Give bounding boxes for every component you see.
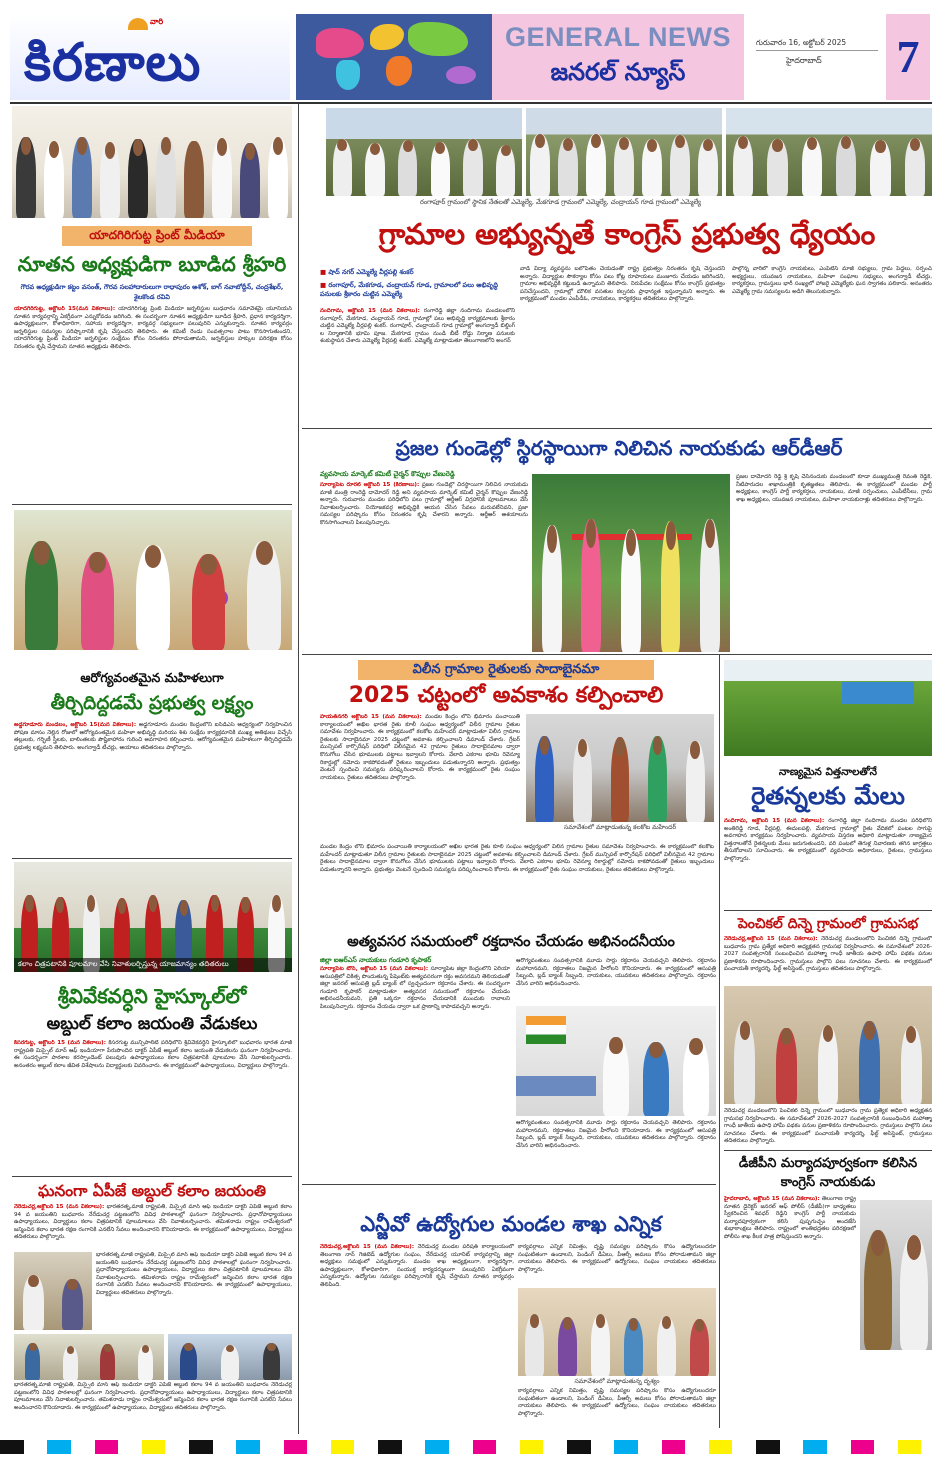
lead-dateline: నందిగామ, అక్టోబర్ 15 (మన వికలాలు):: [320, 308, 420, 314]
farmers-column-2: [320, 844, 714, 928]
world-map-banner: [296, 14, 492, 100]
lead-column-3: [732, 266, 932, 424]
rdr-col2-text: ప్రజల దామోదర్ రెడ్డి శ్రీ కృషి చేసినందుకు మండలంలో కూడా ముఖ్యమంత్రి రేవంత్ రెడ్డికి, నీటిపారుదల శాఖామంత్రికి కృతజ్ఞతలు తెలిపారు. ఈ కార్యక్రమంలో మండల పార్టీ అధ్యక్షులు, కాంగ్రెస్ పార్టీ కార్యకర్తలు, నాయకులు, మాజీ సర్పంచులు, ఎంపీటీసీలు, గ్రామ శాఖ అధ్యక్షులు, యువజన నాయకులు, మహిళా నాయకురాళ్లు తదితరులు పాల్గొన్నారు.: [736, 474, 932, 503]
seeds-kicker: నాణ్యమైన విత్తనాలతోనే: [778, 766, 878, 778]
seeds-headline[interactable]: రైతన్నలకు మేలు: [751, 782, 905, 810]
photo-rdr-tribute: [532, 474, 730, 652]
left4-body-side: [96, 1252, 292, 1330]
photo-rangapur-mla: [326, 108, 522, 196]
left4-body-side-text: భారతరత్న,మాజీ రాష్ట్రపతి, మిస్సైల్ మాన్ ఆఫ్ ఇండియా డాక్టర్ ఏపీజే అబ్దుల్ కలాం 94 వ జయంతిని బుధవారం నేరేడుచర్ల పట్టణంలోని వివిధ పాఠశాలల్లో ఘనంగా నిర్వహించారు. ప్రధానోపాధ్యాయులు ఉపాధ్యాయులు, విద్యార్థులు కలాం చిత్రపటానికి పూలమాలలు వేసి నివాళులర్పించారు. తమిళనాడు రాష్ట్రం రామేశ్వరంలో జన్మించిన కలాం భారత రక్షణ రంగానికి ఎనలేని సేవలు అందించారని కొనియాడారు. ఈ కార్యక్రమంలో ఉపాధ్యాయులు, విద్యార్థులు తదితరులు పాల్గొన్నారు.: [96, 1252, 292, 1296]
masthead-logo-box: [10, 14, 290, 100]
gramasabha-headline[interactable]: పెంచికల్ దిన్నె గ్రామంలో గ్రామసభ: [737, 916, 919, 932]
logo-title[interactable]: కిరణాలు: [24, 33, 202, 93]
left2-dateline: అడ్డగూడూరు మండలం, అక్టోబర్ 15(మన వికలాలు):: [14, 722, 137, 728]
gramasabha-column-2: [724, 1108, 932, 1148]
lead-bullet-2: [320, 281, 515, 299]
blood-column-2: [516, 958, 716, 1004]
issue-city: హైదరాబాద్: [786, 56, 822, 65]
print-color-registration-bar: [0, 1440, 945, 1454]
rdr-subheadline: వ్యవసాయ మార్కెట్ కమిటీ చైర్మన్ కొప్పుల వేణురెడ్డి: [320, 470, 455, 478]
top-photos-caption: రంగాపూర్ గ్రామంలో స్థానిక నేతలతో ఎమ్మెల్యే, మేకగూడ గ్రామంలో ఎమ్మెల్యే, చంద్రాయన్ గూడ గ్రామంలో ఎమ్మెల్యే: [420, 198, 702, 206]
farmers-photo-caption: సమావేశంలో మాట్లాడుతున్న కలకోట మహేందర్: [563, 824, 677, 831]
left3-headline-2[interactable]: అబ్దుల్ కలాం జయంతి వేడుకలు: [46, 1014, 258, 1034]
ngo-column-2: [518, 1244, 716, 1284]
dgp-body-text: తెలంగాణ రాష్ట్ర నూతన డైరెక్టర్ జనరల్ ఆఫ్ పోలీస్ (డీజీపీ)గా బాధ్యతలు స్వీకరించిన శివధర్ రెడ్డిని కాంగ్రెస్ పార్టీ నాయకుడు మర్యాదపూర్వకంగా కలిసి పుష్పగుచ్ఛం అందజేసి శుభాకాంక్షలు తెలిపారు. రాష్ట్రంలో శాంతిభద్రతల పరిరక్షణలో పోలీసు శాఖ కీలక పాత్ర పోషిస్తుందని అన్నారు.: [724, 1196, 856, 1240]
left4-dateline: నేరేడుచర్ల,అక్టోబర్ 15 (మన వికలాలు):: [14, 1204, 105, 1210]
left4-body-bottom-text: భారతరత్న,మాజీ రాష్ట్రపతి, మిస్సైల్ మాన్ ఆఫ్ ఇండియా డాక్టర్ ఏపీజే అబ్దుల్ కలాం 94 వ జయంతిని బుధవారం నేరేడుచర్ల పట్టణంలోని వివిధ పాఠశాలల్లో ఘనంగా నిర్వహించారు. ప్రధానోపాధ్యాయులు ఉపాధ్యాయులు, విద్యార్థులు కలాం చిత్రపటానికి పూలమాలలు వేసి నివాళులర్పించారు. తమిళనాడు రాష్ట్రం రామేశ్వరంలో జన్మించిన కలాం భారత రక్షణ రంగానికి ఎనలేని సేవలు అందించారని కొనియాడారు. ఈ కార్యక్రమంలో ఉపాధ్యాయులు, విద్యార్థులు తదితరులు పాల్గొన్నారు.: [14, 1382, 292, 1411]
lead-headline[interactable]: గ్రామాల అభ్యున్నతే కాంగ్రెస్ ప్రభుత్వ ధ్యేయం: [378, 217, 876, 251]
lead-col2-text: వాడీ విద్యా వ్యవస్థను బలోపేతం చేయడంతో రాష్ట్ర ప్రభుత్వం నిరంతరం కృషి చేస్తుందని అన్నారు. విద్యార్థుల సౌకర్యాల కోసం పలు కోట్ల రూపాయలు మంజూరు చేయడం జరిగిందని, గ్రామాల అభివృద్ధికి కట్టుబడి ఉన్నామని తెలిపారు. నిరుపేదల సంక్షేమం కోసం కాంగ్రెస్ ప్రభుత్వం పనిచేస్తుందని, గ్రామాల్లో మౌలిక వసతుల కల్పనకు ప్రాధాన్యత ఇస్తున్నామని అన్నారు. ఈ కార్యక్రమంలో మండల ఎంపీడీఓ, నాయకులు, కార్యకర్తలు తదితరులు పాల్గొన్నారు.: [520, 266, 725, 303]
left1-body: [14, 306, 292, 500]
farmers-body-text: మండల కేంద్రం లోని భీమారం పంచాయితీ కార్యాలయంలో అఖిల భారత రైతు కూలీ సంఘం ఆధ్వర్యంలో విలీన గ్రామాల రైతుల సమావేశం నిర్వహించారు. ఈ కార్యక్రమంలో కలకోట మహేందర్ మాట్లాడుతూ విలీన గ్రామాల రైతులకు సాదాబైనమా 2025 చట్టంలో అవకాశం కల్పించాలని డిమాండ్ చేశారు. గ్రేటర్ మున్సిపల్ కార్పొరేషన్ పరిధిలో విలీనమైన 42 గ్రామాల రైతులు సాదాబైనమాల ద్వారా కొనుగోలు చేసిన భూములకు పట్టాలు ఇవ్వాలని కోరారు. వేలాది ఎకరాల భూమి రెవెన్యూ రికార్డుల్లో నమోదు కాకపోవడంతో రైతులు ఇబ్బందులు పడుతున్నారని అన్నారు. ప్రభుత్వం వెంటనే స్పందించి సమస్యను పరిష్కరించాలని కోరారు. ఈ కార్యక్రమంలో రైతు సంఘం నాయకులు, రైతులు తదితరులు పాల్గొన్నారు.: [320, 714, 520, 781]
photo-gramasabha: [724, 986, 932, 1104]
photo-kalam-school: [14, 862, 292, 972]
rdr-headline[interactable]: ప్రజల గుండెల్లో స్థిరస్థాయిగా నిలిచిన నాయకుడు ఆర్‌డీఆర్: [395, 436, 843, 460]
ngo-column-1: [320, 1244, 514, 1430]
photo-kalam-students: [14, 1334, 164, 1380]
left2-body: [14, 722, 292, 854]
left4-headline[interactable]: ఘనంగా ఏపీజే అబ్దుల్ కలాం జయంతి: [38, 1182, 266, 1200]
ngo-dateline: నేరేడుచర్ల,అక్టోబర్ 15 (మన వికలాలు):: [320, 1244, 415, 1250]
photo-dgp-meeting: [860, 1200, 932, 1350]
photo-farmers-meeting: [526, 714, 714, 822]
farmers-dateline: హయత్‌నగర్ అక్టోబర్ 15 (మన వికలాలు):: [320, 714, 422, 720]
seeds-body-text: రంగారెడ్డి జిల్లా నందిగామ మండల పరిధిలోని అంతిరెడ్డి గూడ, వీర్లపల్లి, ఈదులపల్లి, మేకగూడ గ్రామాల్లో రైతు వేదికలో పంటల సాగుపై అవగాహన కార్యక్రమం నిర్వహించారు. వ్యవసాయ విస్తరణ అధికారి మాట్లాడుతూ నాణ్యమైన విత్తనాలతోనే రైతన్నలకు మేలు జరుగుతుందని, వరి పంటలో తెగుళ్ల నివారణకు తగిన జాగ్రత్తలు తీసుకోవాలని సూచించారు. ఈ కార్యక్రమంలో వ్యవసాయ అధికారులు, రైతులు, గ్రామస్తులు పాల్గొన్నారు.: [724, 818, 932, 862]
left2-headline[interactable]: తీర్చిదిద్దడమే ప్రభుత్వ లక్ష్యం: [50, 693, 254, 714]
left1-body-text: యాదగిరిగుట్ట ప్రింట్ మీడియా జర్నలిస్టుల బుధవారం సమావేశమై యూనియన్ నూతన కార్యవర్గాన్ని ఏకగ్రీవంగా ఎన్నుకోవడం జరిగింది. ఈ సందర్భంగా నూతన అధ్యక్షుడిగా బూడిద శ్రీహరి, ప్రధాన కార్యదర్శిగా, ఉపాధ్యక్షులుగా, కోశాధికారిగా, సహాయ కార్యదర్శిగా, కార్యవర్గ సభ్యులుగా పలువురిని ఎన్నుకున్నారు. నూతన కార్యవర్గం జర్నలిస్టుల సమస్యల పరిష్కారానికి కృషి చేస్తుందని తెలిపారు. ఈ కమిటీ రెండు సంవత్సరాల పాటు కొనసాగుతుందని, యాదగిరిగుట్ట ప్రింట్ మీడియా జర్నలిస్టుల సంక్షేమం కోసం నిరంతరం పోరాడుతామని, జర్నలిస్టుల హక్కుల పరిరక్షణ కోసం నిరంతరం కృషి చేస్తామని నూతన అధ్యక్షుడు తెలిపారు.: [14, 306, 292, 350]
flag-banner: [526, 1016, 566, 1044]
farmers-column-1: [320, 714, 520, 844]
logo-small-text: వారి: [150, 17, 164, 26]
left3-body: [14, 1040, 292, 1172]
kalam-photo-caption: కలాం చిత్రపటానికి పూలమాల వేసి నివాళులర్పిస్తున్న యాజమాన్యం తదితరులు: [14, 958, 292, 972]
left2-body-text: అడ్డగూడూరు మండల కేంద్రంలోని ఐసీడీఎస్ ఆధ్వర్యంలో నిర్వహించిన పోషణ మాసం నెల్లిన రోజులో ఆరోగ్యవంతమైన మహిళా అభివృద్ధి మరియు శిశు సంక్షేమ కార్యక్రమానికి ముఖ్య అతిథులు విచ్చేసి తల్లులకు, గర్భిణీ స్త్రీలకు, బాలింతలకు పౌష్టికాహారం గురించి అవగాహన కల్పించారు. ఆరోగ్యవంతమైన మహిళలుగా తీర్చిదిద్దడమే ప్రభుత్వ లక్ష్యమని తెలిపారు. అంగన్వాడీ టీచర్లు, ఆయాలు తదితరులు పాల్గొన్నారు.: [14, 722, 292, 751]
photo-paddy-field: [724, 660, 932, 756]
continent-shape: [336, 60, 360, 90]
farmers-headline[interactable]: 2025 చట్టంలో అవకాశం కల్పించాలి: [348, 683, 664, 708]
blood-column-1: [320, 966, 510, 1176]
dgp-dateline: హైదరాబాద్, అక్టోబర్ 15 (మన వికలాలు):: [724, 1196, 820, 1202]
ngo-column-3: [518, 1388, 716, 1428]
dgp-column: [724, 1196, 856, 1426]
banner-telugu-title: జనరల్ న్యూస్: [550, 58, 686, 86]
lead-col1-text: రంగారెడ్డి జిల్లా నందిగామ మండలంలోని రంగాపూర్, మేకగూడ, చంద్రాయన్ గూడ, గ్రామాల్లో పలు అభివృద్ధి కార్యక్రమాలకు శ్రీకారం చుట్టిన ఎమ్మెల్యే వీర్లపల్లి శంకర్. రంగాపూర్, చంద్రాయన్ గూడ గ్రామాల్లో అంగన్వాడీ బిల్డింగ్ ల నిర్మాణానికి భూమి పూజ. మేకగూడ గ్రామం నుండి బీటీ రోడ్డు నిర్మాణ పనులకు శంకుస్థాపన చేశారు ఎమ్మెల్యే వీర్లపల్లి శంకర్. ఎమ్మెల్యే మాట్లాడుతూ తెలంగాణలోని అంగన్: [320, 308, 515, 345]
blood-col2-text: ఆరోగ్యవంతులు సంవత్సరానికి మూడు సార్లు రక్తదానం చేయవచ్చని తెలిపారు. రక్తదానం మహాదానమని, రక్తదాతలు నిజమైన హీరోలని కొనియాడారు. ఈ కార్యక్రమంలో ఆసుపత్రి సిబ్బంది, బ్లడ్ బ్యాంక్ సిబ్బంది, నాయకులు, యువకులు తదితరులు పాల్గొన్నారు. రక్తదానం చేసిన వారిని అభినందించారు.: [516, 958, 716, 987]
sun-logo-icon: [128, 18, 148, 30]
rdr-column-1: [320, 482, 528, 650]
photo-mekaguda-mla: [526, 108, 722, 196]
gramasabha-dateline: నేరేడుచర్ల,అక్టోబర్ 15 (మన వికలాలు):: [724, 936, 818, 942]
issue-date: గురువారం 16, అక్టోబర్ 2025: [756, 38, 847, 47]
lead-bullet-2-text: రంగాపూర్, మేకగూడ, చంద్రాయన్ గూడ, గ్రామాలలో పలు అభివృద్ధి పనులకు శ్రీకారం చుట్టిన ఎమ్మెల్యే: [320, 281, 499, 298]
ngo-headline[interactable]: ఎన్జీవో ఉద్యోగుల మండల శాఖ ఎన్నిక: [360, 1212, 662, 1236]
left2-kicker: ఆరోగ్యవంతమైన మహిళలుగా: [80, 670, 224, 685]
photo-womens-health-event: [14, 510, 292, 650]
blood-dateline: సూర్యాపేట టౌన్, అక్టోబర్ 15 (మన వికలాలు):: [320, 966, 429, 972]
blood-col3-text: ఆరోగ్యవంతులు సంవత్సరానికి మూడు సార్లు రక్తదానం చేయవచ్చని తెలిపారు. రక్తదానం మహాదానమని, రక్తదాతలు నిజమైన హీరోలని కొనియాడారు. ఈ కార్యక్రమంలో ఆసుపత్రి సిబ్బంది, బ్లడ్ బ్యాంక్ సిబ్బంది, నాయకులు, యువకులు తదితరులు పాల్గొన్నారు. రక్తదానం చేసిన వారిని అభినందించారు.: [516, 1120, 716, 1149]
dgp-headline[interactable]: డీజీపీని మర్యాదపూర్వకంగా కలిసిన కాంగ్రెస్ నాయకుడు: [738, 1156, 918, 1190]
lead-column-2: [520, 266, 725, 424]
photo-chandrayangutta-mla: [726, 108, 932, 196]
rdr-dateline: సూర్యాపేట రూరల్ అక్టోబర్ 15 (కిరణాలు):: [320, 482, 420, 488]
blood-subheadline: జిల్లా ఐఆర్‌ఎస్ నాయకులు గండూరి కృపాకర్: [320, 956, 432, 964]
gramasabha-body-continued: నేరేడుచర్ల మండలంలోని పెంచికల్ దిన్నె గ్రామంలో బుధవారం గ్రామ ప్రత్యేక అధికారి అధ్యక్షతన గ్రామసభ నిర్వహించారు. ఈ సమావేశంలో 2026-2027 సంవత్సరానికి సంబంధించిన మహాత్మా గాంధీ జాతీయ ఉపాధి హామీ పథకం పనుల ప్రణాళికను రూపొందించారు. గ్రామస్తులు పాల్గొని పలు సూచనలు చేశారు. ఈ కార్యక్రమంలో పంచాయతీ కార్యదర్శి, ఫీల్డ్ అసిస్టెంట్, గ్రామస్తులు తదితరులు పాల్గొన్నారు.: [724, 1108, 932, 1145]
rdr-col1-text: ప్రజల గుండెల్లో చిరస్థాయిగా నిలిచిన నాయకుడు మాజీ మంత్రి రాంరెడ్డి దామోదర్ రెడ్డి అని వ్యవసాయ మార్కెట్ కమిటీ చైర్మన్ కొప్పుల వేణురెడ్డి అన్నారు. గురువారం మండల పరిధిలోని పలు గ్రామాల్లో ఆర్డీఆర్ విగ్రహానికి పూలమాలలు వేసి నివాళులర్పించారు. నియోజకవర్గ అభివృద్ధికి ఆయన చేసిన సేవలు మరువలేనివని, ప్రజా సమస్యల పరిష్కారం కోసం నిరంతరం కృషి చేశారని అన్నారు. ఆర్డీఆర్ ఆశయాలను కొనసాగించాలని పిలుపునిచ్చారు.: [320, 482, 528, 526]
left4-body-top: [14, 1204, 292, 1250]
lead-column-1: [320, 308, 515, 424]
blood-headline[interactable]: అత్యవసర సమయంలో రక్తదానం చేయడం అభినందనీయం: [347, 934, 675, 950]
left1-headline[interactable]: నూతన అధ్యక్షుడిగా బూడిద శ్రీహరి: [17, 252, 287, 276]
left4-body-bottom: [14, 1382, 292, 1428]
left3-body-text: కీసరగుట్ట మున్సిపాలిటీ పరిధిలోని శ్రీవివేకవర్ధిని హైస్కూల్‌లో బుధవారం భారత మాజీ రాష్ట్రపతి మిస్సైల్ మాన్ ఆఫ్ ఇండియాగా పేరుపొందిన డాక్టర్ ఏపీజే అబ్దుల్ కలాం జయంతి వేడుకలను ఘనంగా నిర్వహించారు. ఈ సందర్భంగా పాఠశాల కరస్పాండెంట్ పలువురు ఉపాధ్యాయులు కలాం చిత్రపటానికి పూలమాల వేసి నివాళులర్పించారు. అనంతరం అబ్దుల్ కలాం జీవిత విశేషాలను విద్యార్థులకు వివరించారు. ఈ కార్యక్రమంలో ఉపాధ్యాయులు, విద్యార్థులు పాల్గొన్నారు.: [14, 1040, 292, 1069]
photo-blood-donation: [516, 1006, 716, 1116]
photo-kalam-jayanti-nerdeucherla: [14, 1252, 92, 1330]
ngo-photo-caption: సమావేశంలో మాట్లాడుతున్న దృశ్యం: [574, 1378, 660, 1385]
masthead-date-box: [750, 14, 884, 100]
seeds-column: [724, 818, 932, 908]
photo-ngo-meeting: [518, 1288, 716, 1376]
ngo-col1-text: నేరేడుచర్ల మండల పరిషత్ కార్యాలయంలో తెలంగాణ నాన్ గెజిటెడ్ ఉద్యోగుల సంఘం, నేరేడుచర్ల యూనిట్ కార్యవర్గాన్ని జిల్లా అధ్యక్షులు సమక్షంలో ఎన్నుకున్నారు. మండల శాఖ అధ్యక్షులుగా, కార్యదర్శిగా, ఉపాధ్యక్షులుగా, కోశాధికారిగా, సంయుక్త కార్యదర్శులుగా పలువురిని ఏకగ్రీవంగా ఎన్నుకున్నారు. ఉద్యోగుల సమస్యల పరిష్కారానికి కృషి చేస్తామని నూతన కార్యవర్గం తెలిపింది.: [320, 1244, 514, 1288]
gramasabha-body-text: నేరేడుచర్ల మండలంలోని పెంచికల్ దిన్నె గ్రామంలో బుధవారం గ్రామ ప్రత్యేక అధికారి అధ్యక్షతన గ్రామసభ నిర్వహించారు. ఈ సమావేశంలో 2026-2027 సంవత్సరానికి సంబంధించిన మహాత్మా గాంధీ జాతీయ ఉపాధి హామీ పథకం పనుల ప్రణాళికను రూపొందించారు. గ్రామస్తులు పాల్గొని పలు సూచనలు చేశారు. ఈ కార్యక్రమంలో పంచాయతీ కార్యదర్శి, ఫీల్డ్ అసిస్టెంట్, గ్రామస్తులు తదితరులు పాల్గొన్నారు.: [724, 936, 932, 973]
continent-shape: [408, 22, 468, 56]
farmers-body-continued: మండల కేంద్రం లోని భీమారం పంచాయితీ కార్యాలయంలో అఖిల భారత రైతు కూలీ సంఘం ఆధ్వర్యంలో విలీన గ్రామాల రైతుల సమావేశం నిర్వహించారు. ఈ కార్యక్రమంలో కలకోట మహేందర్ మాట్లాడుతూ విలీన గ్రామాల రైతులకు సాదాబైనమా 2025 చట్టంలో అవకాశం కల్పించాలని డిమాండ్ చేశారు. గ్రేటర్ మున్సిపల్ కార్పొరేషన్ పరిధిలో విలీనమైన 42 గ్రామాల రైతులు సాదాబైనమాల ద్వారా కొనుగోలు చేసిన భూములకు పట్టాలు ఇవ్వాలని కోరారు. వేలాది ఎకరాల భూమి రెవెన్యూ రికార్డుల్లో నమోదు కాకపోవడంతో రైతులు ఇబ్బందులు పడుతున్నారని అన్నారు. ప్రభుత్వం వెంటనే స్పందించి సమస్యను పరిష్కరించాలని కోరారు. ఈ కార్యక్రమంలో రైతు సంఘం నాయకులు, రైతులు తదితరులు పాల్గొన్నారు.: [320, 844, 714, 873]
left3-dateline: కీసరగుట్ట, అక్టోబర్ 15 (మన వికలాలు):: [14, 1040, 106, 1046]
ngo-col2-text: కార్యవర్గాలు ఎన్నిక నిమిత్తం, దృష్టి సమస్యల పరిష్కారం కోసం ఉద్యోగులందరూ సంఘటితంగా ఉండాలని, పెండింగ్ డీఏలు, పీఆర్సీ అమలు కోసం పోరాడుతామని జిల్లా నాయకులు తెలిపారు. ఈ కార్యక్రమంలో ఉద్యోగులు, సంఘం నాయకులు తదితరులు పాల్గొన్నారు.: [518, 1244, 716, 1273]
left1-subheadline: గౌరవ అధ్యక్షుడిగా కట్టం వసంత్, గౌరవ సలహాదారులుగా రాధాపురం అశోక్, బాగ్ నవాబోద్దీన్, చంద్రశేఖర్, శైలకొండ రవివి: [20, 283, 284, 301]
ngo-col3-text: కార్యవర్గాలు ఎన్నిక నిమిత్తం, దృష్టి సమస్యల పరిష్కారం కోసం ఉద్యోగులందరూ సంఘటితంగా ఉండాలని, పెండింగ్ డీఏలు, పీఆర్సీ అమలు కోసం పోరాడుతామని జిల్లా నాయకులు తెలిపారు. ఈ కార్యక్రమంలో ఉద్యోగులు, సంఘం నాయకులు తదితరులు పాల్గొన్నారు.: [518, 1388, 716, 1417]
field-banner: [842, 682, 914, 704]
left1-kicker: యాదగిరిగుట్ట ప్రింట్ మీడియా: [89, 228, 225, 242]
continent-shape: [446, 66, 476, 84]
bullet-icon: ■: [320, 268, 329, 276]
lead-bullet-1: [320, 268, 515, 278]
page-number: 7: [886, 14, 930, 100]
blood-column-3: [516, 1120, 716, 1182]
rdr-column-2: [736, 474, 932, 652]
left4-body-text: భారతరత్న,మాజీ రాష్ట్రపతి, మిస్సైల్ మాన్ ఆఫ్ ఇండియా డాక్టర్ ఏపీజే అబ్దుల్ కలాం 94 వ జయంతిని బుధవారం నేరేడుచర్ల పట్టణంలోని వివిధ పాఠశాలల్లో ఘనంగా నిర్వహించారు. ప్రధానోపాధ్యాయులు ఉపాధ్యాయులు, విద్యార్థులు కలాం చిత్రపటానికి పూలమాలలు వేసి నివాళులర్పించారు. తమిళనాడు రాష్ట్రం రామేశ్వరంలో జన్మించిన కలాం భారత రక్షణ రంగానికి ఎనలేని సేవలు అందించారని కొనియాడారు. ఈ కార్యక్రమంలో ఉపాధ్యాయులు, విద్యార్థులు తదితరులు పాల్గొన్నారు.: [14, 1204, 292, 1241]
left3-headline-1[interactable]: శ్రీవివేకవర్ధిని హైస్కూల్‌లో: [57, 984, 247, 1008]
seeds-dateline: నందిగామ, అక్టోబర్ 15 (మన వికలాలు):: [724, 818, 825, 824]
farmers-kicker: విలీన గ్రామాల రైతులకు సాదాబైనమా: [412, 662, 600, 677]
photo-print-media-group: [12, 106, 292, 218]
hospital-bed: [516, 1076, 596, 1096]
general-news-banner: [492, 14, 744, 100]
photo-kalam-portrait: [168, 1334, 292, 1380]
gramasabha-column: [724, 936, 932, 984]
lead-col3-text: పాల్గొన్న వారిలో కాంగ్రెస్ నాయకులు, ఎంపిటిసి మాజీ సభ్యులు, గ్రామ పెద్దలు, సర్పంచ్ అభ్యర్థులు, యువజన నాయకులు, మహిళా సంఘాల సభ్యులు, అంగన్వాడీ టీచర్లు, కార్యకర్తలు, గ్రామస్తులు భారీ సంఖ్యలో హాజరై ఎమ్మెల్యేకు ఘన స్వాగతం పలికారు. అనంతరం ఎమ్మెల్యే గ్రామ సమస్యలను అడిగి తెలుసుకున్నారు.: [732, 266, 932, 295]
continent-shape: [316, 28, 364, 58]
bullet-icon: ■: [320, 281, 329, 289]
banner-english-title: GENERAL NEWS: [504, 22, 732, 52]
continent-shape: [386, 56, 412, 86]
blood-col1-text: సూర్యాపేట జిల్లా కేంద్రంలోని ఏరియా ఆసుపత్రిలో చికిత్స పొందుతున్న పేషెంట్‌కు అత్యవసరంగా రక్తం అవసరమని తెలియడంతో జిల్లా జనరల్ ఆసుపత్రి బ్లడ్ బ్యాంక్ లో స్వచ్ఛందంగా రక్తదానం చేశారు. ఈ సందర్భంగా గండూరి కృపాకర్ మాట్లాడుతూ అత్యవసర సమయంలో రక్తదానం చేయడం అభినందనీయమని, ప్రతి ఒక్కరూ రక్తదానం చేయడానికి ముందుకు రావాలని పిలుపునిచ్చారు. రక్తదానం చేయడం ద్వారా ఒక ప్రాణాన్ని కాపాడవచ్చని అన్నారు.: [320, 966, 510, 1010]
left1-dateline: యాదగిరిగుట్ట, అక్టోబర్ 15(మన వికలాలు):: [14, 306, 116, 312]
continent-shape: [370, 24, 404, 50]
lead-bullet-1-text: షాద్ నగర్ ఎమ్మెల్యే వీర్లపల్లి శంకర్: [328, 268, 414, 276]
